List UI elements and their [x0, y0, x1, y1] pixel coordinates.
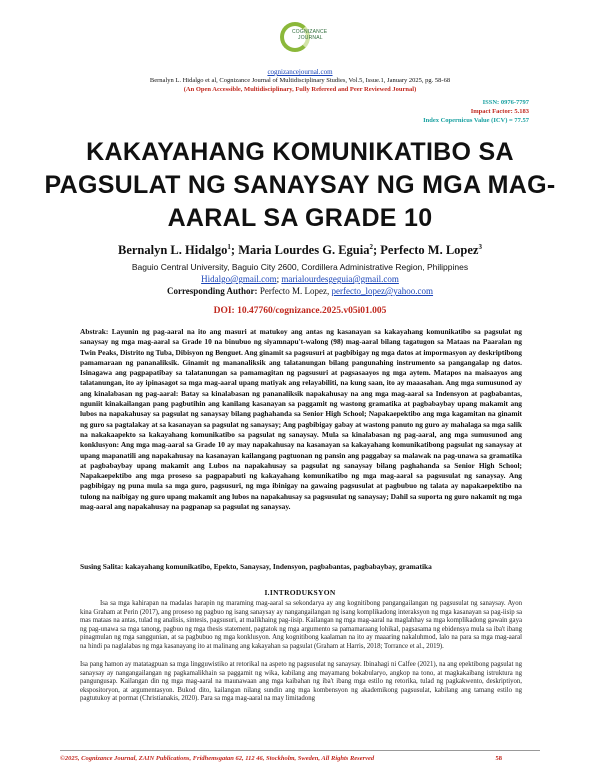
- article-title: KAKAYAHANG KOMUNIKATIBO SA PAGSULAT NG SANAYSAY NG MGA MAG-AARAL SA GRADE 10: [44, 138, 556, 232]
- author-affiliation-mark: 2: [369, 243, 373, 251]
- logo-text: COGNIZANCE JOURNAL: [292, 29, 328, 41]
- keywords: [80, 562, 522, 572]
- journal-website-link[interactable]: cognizancejournal.com: [267, 68, 333, 76]
- author-affiliation-mark: 3: [478, 243, 482, 251]
- open-access-note: (An Open Accessible, Multidisciplinary, Fully Refereed and Peer Reviewed Journal): [183, 86, 417, 93]
- author-name: Perfecto M. Lopez: [380, 243, 479, 258]
- citation-line: Bernalyn L. Hidalgo et al, Cognizance Journal of Multidisciplinary Studies, Vol.5, Issue.1, January 2025, pg. 58-68: [149, 77, 451, 84]
- keywords-text: kakayahang komunikatibo, Epekto, Sanaysay, Indensyon, pagbabantas, pagbabaybay, gramatika: [125, 562, 432, 571]
- corresponding-email-link[interactable]: perfecto_lopez@yahoo.com: [331, 286, 434, 296]
- issn: ISSN: 0976-7797: [482, 99, 529, 106]
- affiliation: Baguio Central University, Baguio City 2600, Cordillera Administrative Region, Philippines: [131, 262, 469, 272]
- author-separator: ;: [372, 243, 381, 258]
- icv-value: Index Copernicus Value (ICV) = 77.57: [423, 117, 529, 124]
- intro-paragraph: Isa sa mga kahirapan na madalas harapin ng maraming mag-aaral sa sekondarya ay ang kognitibong pangangailangan ng pagsusulat ng sanaysay. Ayon kina Graham at Perin (2017), ang proseso ng pagbuo ng isang sanaysay ay nangangailangan ng isang komplikadong interaksyon ng mga kasanayan sa pag-iisip sa mas mataas na antas, tulad ng analisis, sintesis, pagsusuri, at malikhaing pag-iisip. Kailangan ng mga mag-aaral na maglahhay sa mga komplikadong gawain gaya ng pag-unawa sa mga tanong, pagbuo ng mga thesis statement, pagtatok ng mga argumento sa pamamaraang lohikal, pagsasama ng ebidensya mula sa iba't ibang pinagmulan ng mga sanggunian, at sa pagbubuo ng mga konklusyon. Ang kognitibong kaalaman na ito ay maaaring nakaluhmod, lalo na para sa mga mag-aaral na hindi pa naglalabas ng mga kasanayang ito at malinang ang kakayahan sa pagsulat (Graham at Harris, 2018; Torrance et al., 2019).: [80, 600, 522, 650]
- abstract-text: Layunin ng pag-aaral na ito ang masuri at matukoy ang antas ng kasanayan sa kakayahang komunikatibo sa pagsulat ng sanaysay ng mga mag-aaral sa Grade 10 na binubuo ng siyamnapu't-walong (98) mag-aaral bilang tagatugon sa Mataas na Paaralan ng Twin Peaks, Distrito ng Tuba, Dibisyon ng Benguet. Ang ginamit sa pagsusuri at pagbibigay ng mga datos at impormasyon ay deskriptibong pamamaraan ng pananaliksik. Ginamit ng mananaliksik ang talatanungan bilang pangunahing instrumento sa pangangalap ng datos. Isinagawa ang pagpapatibay sa talatanungan sa pamamagitan ng pagsusuri at pagsasaayos ng mga aytem. Matapos na maisaayos ang talatanungan, ito ay ipinasagot sa mga mag-aaral upang matiyak ang relayabiliti, na kung saan, ito ay maaasahan. Ang mga sumusunod ay ang kinalabasan ng pag-aaral: Batay sa kinalabasan ng pananaliksik napakahusay na ang mga mag-aaral sa Indensyon at pagbabantas, nguniit kinakailangan pang pagbutihin ang kanilang kasanayan sa paggamit ng wastong gramatika at pagbabaybay upang makamit ang lubos na napakahusay sa pagsulat ng sanaysay bilang paghahanda sa Senior High School; Napakaepektibo ang mga kagamitan na ginamit ng guro sa pagtalakay at sa kasanayan sa pagsulat ng sanaysay; Ang pagbibigay gabay at wastong panuto ng guro ay mahalaga sa mga salik na nakakaapekto sa kakayahang komunikatibo sa pagsulat ng sanaysay. Mula sa kinalabasan ng pag-aaral, ang mga sumusunod ang konklusyon: Ang mga mag-aaral sa Grade 10 ay may napakahusay na kasanayan sa kakayahang komunikatibong pagsulat ng sanaysay at upang mapanatili ang napakahusay na kasanayan kailangang pagtuonan ng pansin ang paggabay sa malawak na pag-unawa sa gramatika at pagbabaybay upang makamit ang Lubos na napakahusay sa pagsulat ng sanaysay bilang paghahanda sa Senior High School; Napakaepektibo ang mga proseso sa pagpapabuti ng kakayahang komunikatibo ng mga mag-aaral sa pagsusulat ng sanaysay. Ang pagbibigay ng puna mula sa mga guro, pagsusuri, ng mga ibinigay na gawaing pagsusulat at pagbubuo ng talata ay napakaepektibo na tulong na naibigay ng guro upang makamit ang lubos na napakahusay sa pagsusulat ng sanaysay; Dahil sa suporta ng guro nakamit ng mga mag-aaral ang napakahusay na pagpanap sa pagsulat ng sanaysay.: [80, 327, 522, 512]
- author-emails: [0, 274, 600, 284]
- corresponding-name: Perfecto M. Lopez,: [259, 286, 330, 296]
- email-separator: ;: [276, 274, 282, 284]
- email-link[interactable]: Hidalgo@gmail.com: [201, 274, 277, 284]
- intro-paragraph: Isa pang hamon ay matatagpuan sa mga lingguwistiko at retorikal na aspeto ng pagsusulat ng sanaysay. Ibinahagi ni Calfee (2021), na ang epektibong pagsulat ng sanaysay ay nangangailangan ng pagkamalikhain sa paggamit ng wika, kabilang ang mayamang bokabularyo, angkop na tono, at magkakaibang istruktura ng pangungusap. Kailangan din ng mga mag-aaral na maunawaan ang mga kaibahan ng iba't ibang mga estilo ng retorika, tulad ng pagkakwento, deskriptiyon, ekspositoryon, at argumentasyon. Bukod dito, kailangan nilang sundin ang mga kombensyon ng akademikong pagsusulat, kabilang ang tamang estilo ng pagtutukoy at pormat (Christianakis, 2020). Para sa mga mag-aaral na may limitadong: [80, 661, 522, 703]
- author-name: Maria Lourdes G. Eguia: [238, 243, 370, 258]
- impact-factor: Impact Factor: 5.183: [470, 108, 529, 115]
- doi[interactable]: DOI: 10.47760/cognizance.2025.v05i01.005: [213, 306, 387, 316]
- author-separator: ;: [230, 243, 239, 258]
- author-affiliation-mark: 1: [227, 243, 231, 251]
- abstract-label: Abstrak:: [80, 327, 109, 336]
- footer-copyright: ©2025, Cognizance Journal, ZAIN Publications, Fridhemsgatan 62, 112 46, Stockholm, Sweden, All Rights Reserved: [60, 755, 375, 762]
- author-list: [0, 243, 600, 258]
- email-link[interactable]: marialourdesgeguia@gmail.com: [281, 274, 399, 284]
- footer-divider: [60, 750, 540, 751]
- section-heading: I.INTRODUKSYON: [264, 588, 336, 597]
- page-number: 58: [495, 755, 502, 762]
- keywords-label: Susing Salita:: [80, 562, 124, 571]
- corresponding-author: [0, 286, 600, 296]
- author-name: Bernalyn L. Hidalgo: [118, 243, 228, 258]
- journal-logo: [266, 22, 326, 68]
- abstract: [80, 327, 522, 512]
- corresponding-label: Corresponding Author:: [166, 286, 258, 296]
